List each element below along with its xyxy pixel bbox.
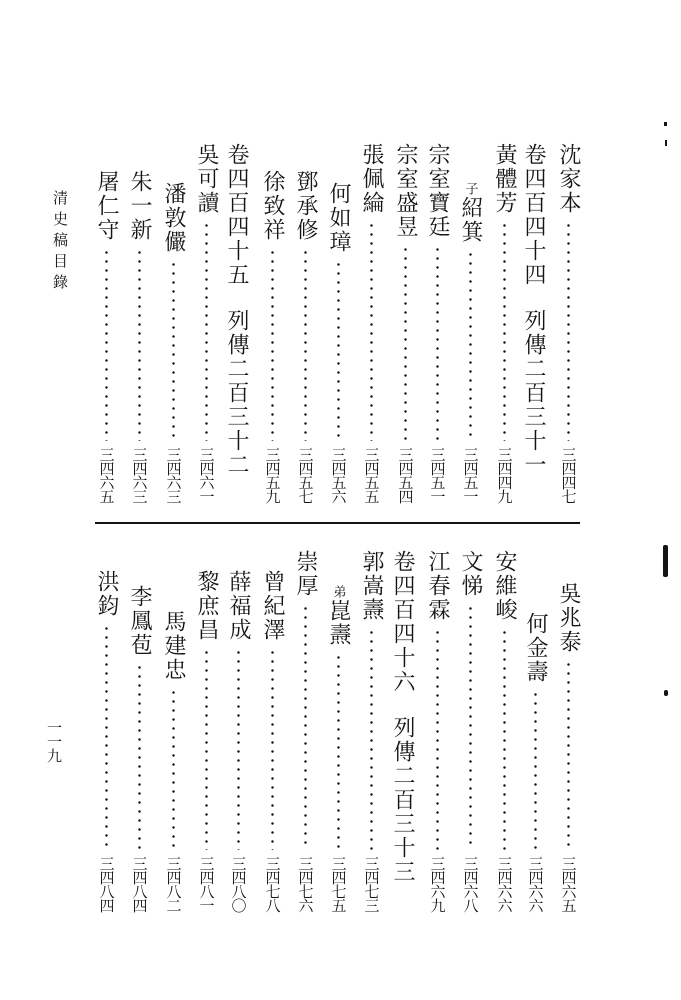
leader-dots [469, 250, 472, 441]
leader-dots [370, 628, 373, 850]
leader-dots [436, 245, 439, 441]
leader-dots [105, 624, 108, 850]
entry-name: 朱一新 [127, 170, 152, 242]
entry-page: 三四五九 [263, 447, 282, 503]
chapter-title: 列傳二百三十三 [390, 716, 415, 884]
leader-dots [205, 221, 208, 441]
entry-name: 宗室寶廷 [425, 143, 450, 239]
entry-name: 安維峻 [492, 550, 517, 622]
entry-page: 三四六六 [495, 856, 514, 912]
leader-dots [567, 660, 570, 850]
toc-entry [555, 582, 581, 912]
entry-page: 三四五七 [296, 447, 315, 503]
running-title: 清史稿目錄 [51, 190, 69, 295]
entry-page: 三四四九 [495, 447, 514, 503]
toc-entry [424, 143, 450, 503]
relation-note: 弟 [330, 585, 346, 599]
entry-page: 三四七六 [296, 856, 315, 912]
chapter-volume: 卷四百四十六 [390, 550, 415, 694]
entry-name: 鄧承修 [293, 170, 318, 242]
entry-name: 沈家本 [556, 143, 581, 215]
toc-entry [457, 182, 483, 503]
leader-dots [404, 245, 407, 441]
entry-name: 洪鈞 [94, 570, 119, 618]
chapter-volume: 卷四百四十四 [521, 143, 546, 287]
toc-entry [491, 143, 517, 503]
leader-dots [105, 248, 108, 441]
leader-dots [172, 688, 175, 850]
toc-entry [358, 143, 384, 503]
leader-dots [304, 248, 307, 441]
leader-dots [567, 221, 570, 441]
entry-page: 三四六九 [428, 856, 447, 912]
entry-name: 崇厚 [293, 550, 318, 598]
entry-page: 三四五六 [329, 447, 348, 503]
chapter-heading [522, 143, 544, 477]
toc-entry [126, 170, 152, 503]
leader-dots [436, 628, 439, 850]
entry-page: 三四七八 [263, 856, 282, 912]
entry-page: 三四四七 [559, 447, 578, 503]
leader-dots [503, 221, 506, 441]
scan-mark [664, 122, 667, 126]
toc-entry [93, 570, 119, 912]
toc-entry [457, 550, 483, 912]
entry-name: 何如璋 [326, 182, 351, 254]
entry-name: 郭嵩燾 [359, 550, 384, 622]
entry-page: 三四五一 [461, 447, 480, 503]
toc-entry [522, 612, 548, 912]
scan-mark [663, 545, 668, 577]
leader-dots [172, 260, 175, 441]
leader-dots [271, 648, 274, 850]
toc-entry [193, 570, 219, 912]
toc-entry [160, 182, 186, 503]
entry-page: 三四六一 [197, 447, 216, 503]
entry-name: 屠仁守 [94, 170, 119, 242]
entry-name: 文悌 [458, 550, 483, 598]
scan-mark [665, 140, 667, 146]
entry-page: 三四八四 [130, 856, 149, 912]
toc-entry [424, 550, 450, 912]
entry-page: 三四七三 [362, 856, 381, 912]
entry-page: 三四五四 [396, 447, 415, 503]
leader-dots [237, 648, 240, 850]
entry-page: 三四七五 [329, 856, 348, 912]
section-divider [95, 522, 580, 524]
entry-page: 三四五五 [362, 447, 381, 503]
entry-page: 三四六六 [526, 856, 545, 912]
chapter-title: 列傳二百三十一 [521, 309, 546, 477]
toc-entry [292, 170, 318, 503]
entry-name: 何金壽 [523, 612, 548, 684]
toc-entry [193, 143, 219, 503]
entry-name: 張佩綸 [359, 143, 384, 215]
entry-page: 三四六三 [130, 447, 149, 503]
leader-dots [503, 628, 506, 850]
entry-page: 三四八四 [97, 856, 116, 912]
entry-page: 三四六五 [97, 447, 116, 503]
page-number: 一一九 [45, 720, 63, 762]
entry-name: 黎庶昌 [194, 570, 219, 642]
entry-page: 三四五一 [428, 447, 447, 503]
leader-dots [337, 653, 340, 850]
entry-name: 紹箕 [458, 196, 483, 244]
leader-dots [534, 690, 537, 850]
toc-entry [491, 550, 517, 912]
leader-dots [304, 604, 307, 850]
entry-page: 三四六八 [461, 856, 480, 912]
leader-dots [271, 248, 274, 441]
entry-page: 三四六五 [559, 856, 578, 912]
toc-entry [126, 585, 152, 912]
toc-entry [160, 610, 186, 912]
chapter-heading [225, 143, 247, 477]
entry-name: 徐致祥 [260, 170, 285, 242]
entry-page: 三四八〇 [229, 856, 248, 912]
entry-name: 馬建忠 [161, 610, 186, 682]
entry-name: 宗室盛昱 [393, 143, 418, 239]
chapter-volume: 卷四百四十五 [224, 143, 249, 287]
entry-name: 黃體芳 [492, 143, 517, 215]
toc-entry [93, 170, 119, 503]
leader-dots [370, 221, 373, 441]
toc-entry [325, 182, 351, 503]
relation-note: 子 [462, 182, 478, 196]
entry-name: 江春霖 [425, 550, 450, 622]
entry-name: 曾紀澤 [260, 570, 285, 642]
entry-name: 吳兆泰 [556, 582, 581, 654]
entry-name: 崑燾 [326, 599, 351, 647]
entry-name: 薛福成 [226, 570, 251, 642]
toc-entry [259, 170, 285, 503]
chapter-title: 列傳二百三十二 [224, 309, 249, 477]
toc-entry [225, 570, 251, 912]
leader-dots [337, 260, 340, 441]
toc-entry [325, 585, 351, 912]
entry-page: 三四八一 [197, 856, 216, 912]
toc-entry [392, 143, 418, 503]
leader-dots [469, 604, 472, 850]
toc-entry [259, 570, 285, 912]
leader-dots [205, 648, 208, 850]
chapter-heading [391, 550, 413, 884]
entry-name: 吳可讀 [194, 143, 219, 215]
scan-mark [664, 690, 668, 696]
entry-page: 三四六三 [164, 447, 183, 503]
entry-name: 李鳳苞 [127, 585, 152, 657]
toc-entry [358, 550, 384, 912]
leader-dots [138, 248, 141, 441]
entry-name: 潘敦儼 [161, 182, 186, 254]
leader-dots [138, 663, 141, 850]
toc-entry [292, 550, 318, 912]
entry-page: 三四八二 [164, 856, 183, 912]
toc-entry [555, 143, 581, 503]
